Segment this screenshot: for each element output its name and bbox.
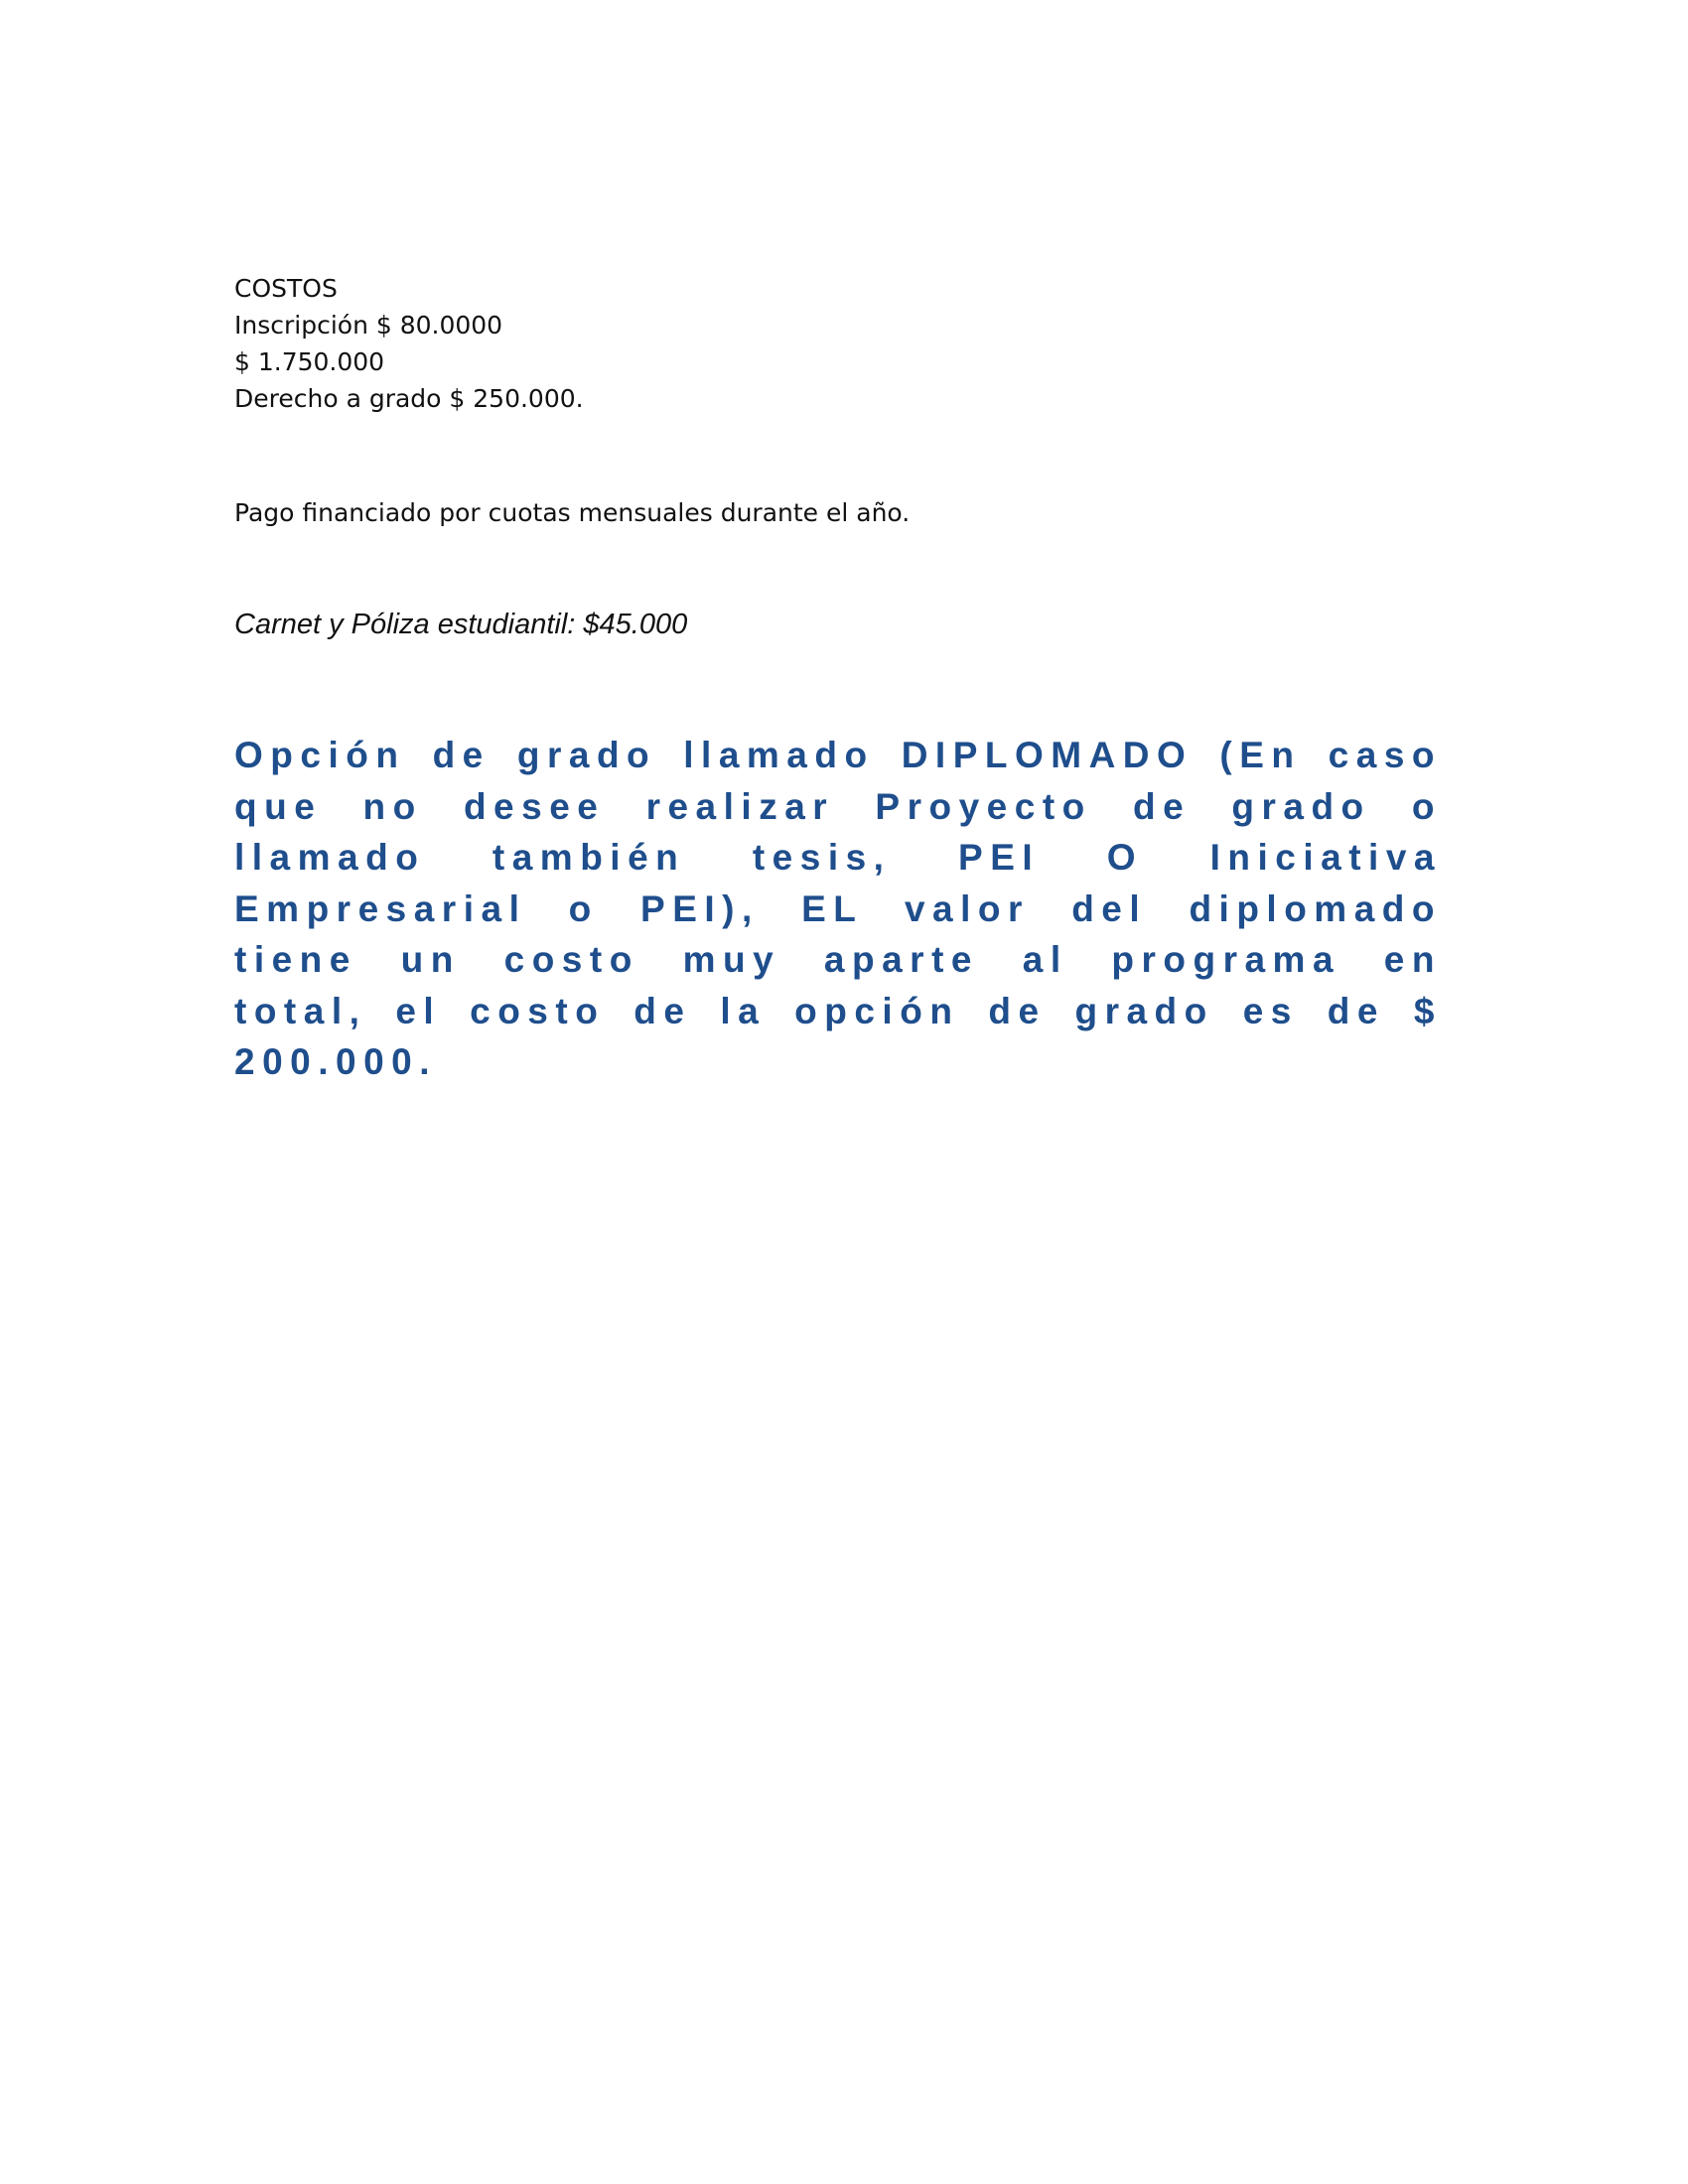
diploma-option-paragraph: Opción de grado llamado DIPLOMADO (En caso que no desee realizar Proyecto de grado o llamado también tesis, PEI O Iniciativa Empresarial o PEI), EL valor del diplomado tiene un costo muy aparte al programa en total, el costo de la opción de grado es de $ 200.000.	[234, 735, 1442, 1082]
degree-right-cost: Derecho a grado $ 250.000.	[234, 384, 584, 413]
payment-note: Pago financiado por cuotas mensuales durante el año.	[234, 498, 911, 527]
carnet-note: Carnet y Póliza estudiantil: $45.000	[234, 609, 688, 640]
inscription-cost: Inscripción $ 80.0000	[234, 311, 503, 340]
costs-section	[234, 270, 584, 417]
costs-heading: COSTOS	[234, 274, 338, 303]
program-cost: $ 1.750.000	[234, 347, 385, 376]
